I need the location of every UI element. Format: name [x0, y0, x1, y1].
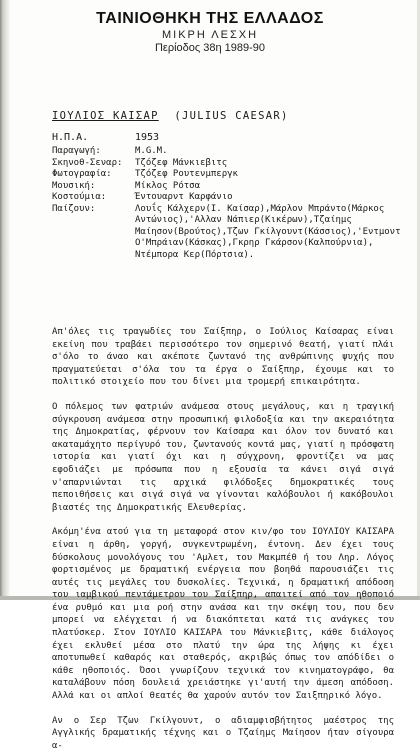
credit-label: Σκηνοθ-Σεναρ: — [52, 157, 123, 168]
paragraph: Αν ο Σερ Τζων Γκίλγουντ, ο αδιαμφισβήτητος μαέστρος της Αγγλικής δραματικής τέχνης και ο Τζαίημς Μαίησον ήταν σίγουρα α- — [52, 715, 394, 751]
credit-row — [52, 181, 402, 193]
article-body — [52, 326, 394, 752]
credit-value: Τζόζεφ Ρουτενμπεργκ — [135, 169, 238, 179]
organization-name: ΤΑΙΝΙΟΘΗΚΗ ΤΗΣ ΕΛΛΑΔΟΣ — [96, 10, 324, 27]
credit-value: Μίκλος Ρότσα — [135, 180, 201, 191]
country: Η.Π.Α. — [52, 132, 89, 143]
credit-row — [52, 169, 402, 181]
credit-value: M.G.M. — [135, 146, 168, 156]
paragraph: Ο πόλεμος των φατριών ανάμεσα στους μεγάλους, και η τραγική σύγκρουση ανάμεσα στην προσωπική φιλοδοξία και την ακεραιότητα της Δημοκρατίας, φέρνουν τον Καίσαρα και όλον τον δυνατό και ακαταμάχητο περίγυρό του, ζωντανούς κοντά μας, γιατί η πρόσφατη ιστορία και γιατί όχι και η σύγχρονη, φροντίζει να μας εφοδιάζει με πρόσωπα που η εξουσία τα κάνει σιγά σιγά ν'απαρνιώνται τις αρχικά φιλόδοξες δημοκρατικές τους πεποιθήσεις και σιγά σιγά να γίνονται καλόβουλοι ή κακόβουλοι βιαστές της Δημοκρατικής Ελευθερίας. — [52, 401, 394, 513]
credit-value: Έντουαρντ Καρφάνιο — [135, 192, 233, 202]
production-info — [52, 132, 160, 143]
credit-label: Παραγωγή: — [52, 146, 101, 156]
credit-row — [52, 158, 402, 170]
credit-value: Τζόζεφ Μάνκιεβιτς — [135, 157, 228, 168]
film-original-title: (JULIUS CAESAR) — [174, 110, 289, 122]
paper-edge-shadow — [0, 0, 10, 600]
credit-label: Παίζουν: — [52, 203, 96, 214]
credit-row — [52, 192, 402, 204]
credit-row — [52, 146, 402, 158]
credit-row-cast — [52, 204, 402, 262]
paragraph: Απ'όλες τις τραγωδίες του Σαίξπηρ, ο Ιούλιος Καίσαρας είναι εκείνη που τραβάει περισσότερο τον σημερινό θεατή, γιατί πλάι σ'όλο το άναο και ακέποτε ζωντανό της ανθρώπινης ψυχής που πραγματεύεται σ'όλα του τα έργα ο Σαίξπηρ, έχουμε και το πολιτικό στοιχείο που του δίνει μια τρομερή επικαιρότητα. — [52, 327, 394, 388]
credit-label: Κοστούμια: — [52, 192, 107, 202]
credits-list — [52, 146, 402, 261]
cast-list: Λουΐς Κάλχερν(Ι. Καίσαρ),Μάρλον Μπράντο(Μάρκος Αντώνιος),'Αλλαν Νάπιερ(Κικέρων),Τζαίημς Μαίησον(Βρούτος),Τζων Γκίλγουντ(Κάσσιος),'Εντμοντ Ο'Μπράιαν(Κάσκας),Γκρηρ Γκάρσον(Καλπούρνια), Ντέμπορα Κερ(Πόρτσια). — [135, 203, 401, 260]
credit-label: Φωτογραφία: — [52, 169, 112, 179]
club-name: ΜΙΚΡΗ ΛΕΣΧΗ — [161, 29, 259, 41]
credit-label: Μουσική: — [52, 180, 96, 191]
film-title: ΙΟΥΛΙΟΣ ΚΑΙΣΑΡ — [52, 110, 159, 122]
letterhead — [0, 10, 420, 54]
paragraph: Ακόμη'ένα ατού για τη μεταφορά στον κιν/φο του ΙΟΥΛΙΟΥ ΚΑΙΣΑΡΑ είναι η άρθη, γοργή, συγκεντρωμένη, έντονη. Δεν έχει τους δύσκολους μονολόγους του 'Αμλετ, του Μακμπέθ ή του Ληρ. Λόγος φορτισμένος με δραματική ενέργεια που βοηθά παρουσιάζει τις αυτές τις μεγάλες του δυσκολίες. Τεχνικά, η δραματική απόδοση του ιαμβικού πεντάμετρου του Σαίξπηρ, απαιτεί από τον ηθοποιό ένα ρυθμό και μια ροή στην ανάσα και την σκέψη του, που δεν μπορεί να ελέγχεται ή να διακόπτεται κατά τις ανάγκες του πλατύσκερ. Στον ΙΟΥΛΙΟ ΚΑΙΣΑΡΑ του Μάνκιεβιτς, κάθε διάλογος έχει εκλυθεί μέσα στο πλατύ την ώρα της λήψης κι έχει αποτυπωθεί καθαρός και σταθερός, ακριβώς όπως τον απόδίδει ο κάθε ηθοποιός. Όσοι γνωρίζουν τεχνικά τον κινηματογράφο, θα καταλάβουν πόση δουλειά χρειάστηκε γι'αυτή την άμεση απόδοση. Αλλά και οι απλοί θεατές θα χαρούν αυτόν τον Σαιξπηρικό λόγο. — [52, 527, 394, 702]
film-title-line — [52, 110, 289, 122]
release-year: 1953 — [135, 132, 160, 143]
season-period: Περίοδος 38η 1989-90 — [154, 42, 266, 54]
